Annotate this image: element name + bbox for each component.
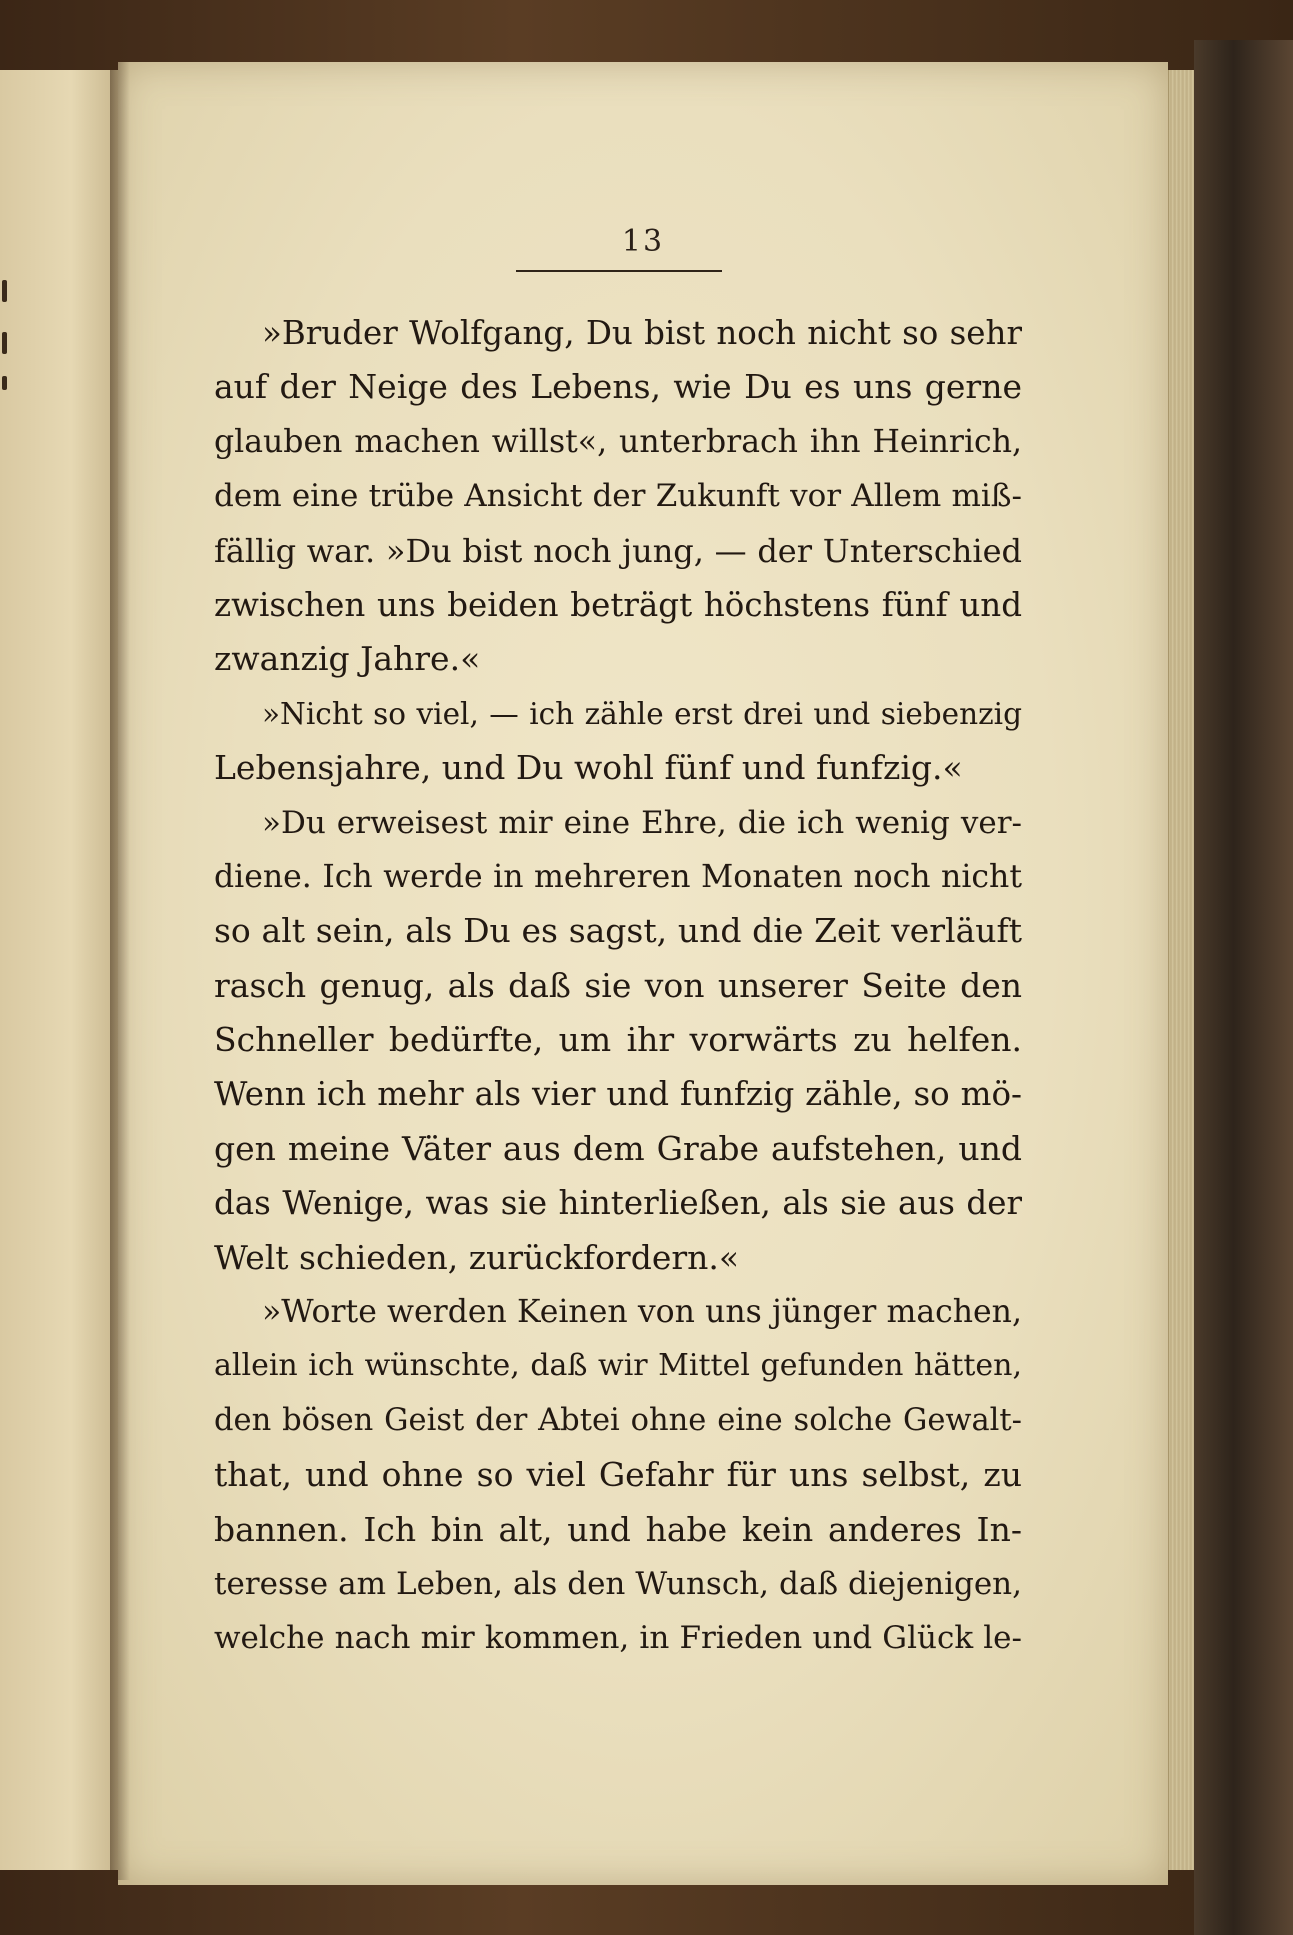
book-gutter (110, 60, 130, 1880)
text-line: teresse am Leben, als den Wunsch, daß diejenigen, (214, 1565, 1022, 1602)
text-line: gen meine Väter aus dem Grabe aufstehen, und (214, 1128, 1022, 1168)
text-line: so alt sein, als Du es sagst, und die Zeit verläuft (214, 911, 1022, 951)
text-line: fällig war. »Du bist noch jung, — der Unterschied (214, 531, 1022, 570)
text-line: Schneller bedürfte, um ihr vorwärts zu helfen. (214, 1020, 1022, 1060)
text-line: bannen. Ich bin alt, und habe kein anderes In- (214, 1509, 1022, 1549)
left-page-ink-mark (2, 376, 7, 390)
page-number: 13 (621, 224, 665, 259)
header-rule (516, 270, 722, 272)
text-line: das Wenige, was sie hinterließen, als sie aus der (214, 1184, 1022, 1223)
text-line: Lebensjahre, und Du wohl fünf und funfzig.« (214, 748, 963, 788)
right-page (118, 62, 1168, 1885)
page-edges (1168, 70, 1195, 1870)
left-page-ink-mark (2, 332, 7, 354)
text-line: dem eine trübe Ansicht der Zukunft vor Allem miß- (214, 478, 1022, 515)
text-line: allein ich wünschte, daß wir Mittel gefunden hätten, (214, 1348, 1022, 1384)
text-line: »Bruder Wolfgang, Du bist noch nicht so sehr (262, 314, 1022, 352)
text-line: auf der Neige des Lebens, wie Du es uns gerne (214, 367, 1022, 407)
left-page (0, 70, 120, 1870)
text-line: Wenn ich mehr als vier und funfzig zähle, so mö- (214, 1075, 1022, 1114)
text-line: »Du erweisest mir eine Ehre, die ich wenig ver- (262, 804, 1022, 841)
text-line: zwischen uns beiden beträgt höchstens fünf und (214, 585, 1022, 624)
text-line: Welt schieden, zurückfordern.« (214, 1237, 740, 1277)
text-line: »Worte werden Keinen von uns jünger machen, (262, 1294, 1022, 1331)
text-line: zwanzig Jahre.« (214, 639, 481, 679)
text-line: den bösen Geist der Abtei ohne eine solche Gewalt- (214, 1402, 1022, 1438)
text-line: »Nicht so viel, — ich zähle erst drei und siebenzig (262, 696, 1022, 731)
text-line: welche nach mir kommen, in Frieden und Glück le- (214, 1620, 1022, 1657)
left-page-ink-mark (2, 280, 7, 302)
text-line: rasch genug, als daß sie von unserer Seite den (214, 965, 1022, 1005)
book-cover (1194, 40, 1293, 1935)
text-line: glauben machen willst«, unterbrach ihn Heinrich, (214, 423, 1022, 460)
page-text (214, 306, 1022, 1666)
text-line: diene. Ich werde in mehreren Monaten noch nicht (214, 858, 1022, 895)
text-line: that, und ohne so viel Gefahr für uns selbst, zu (214, 1455, 1022, 1495)
